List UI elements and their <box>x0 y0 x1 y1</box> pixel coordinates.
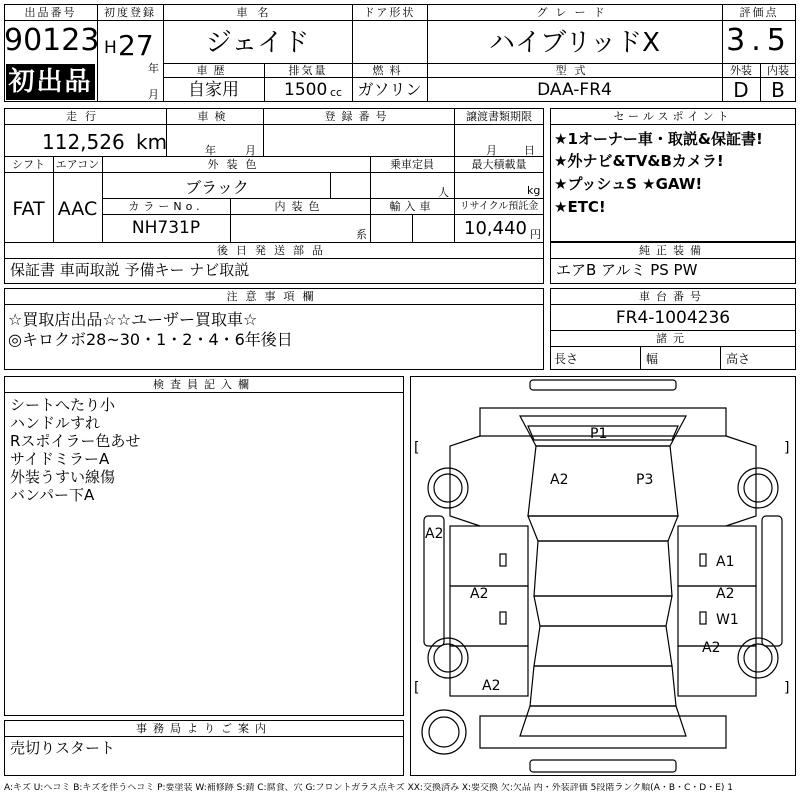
inspector-line-4: サイドミラーA <box>10 450 110 468</box>
equipment-label: 純正装備 <box>639 244 707 257</box>
damage-mark: [ <box>414 440 420 456</box>
color-no-label: カラーNo. <box>128 200 204 213</box>
inspector-line-3: Rスポイラー色あせ <box>10 432 141 450</box>
door-label: ドア形状 <box>363 6 416 19</box>
month-unit: 月 <box>148 88 159 101</box>
equipment-value: エアB アルミ PS PW <box>556 261 698 279</box>
notes-label: 注意事項欄 <box>226 290 322 303</box>
capacity-label: 乗車定員 <box>390 158 434 171</box>
damage-mark: A2 <box>482 678 501 694</box>
sales-point-3: ★プッシュS ★GAW! <box>554 175 703 193</box>
inspection-month-unit: 月 <box>245 144 256 157</box>
reg-year: 27 <box>118 29 154 62</box>
model-label: 型式 <box>555 64 594 77</box>
ac-label: エアコン <box>55 158 100 171</box>
chassis-label: 車台番号 <box>639 290 707 303</box>
sales-point-2: ★外ナビ&TV&Bカメラ! <box>554 152 724 170</box>
damage-mark: A2 <box>550 472 569 488</box>
car-name-label: 車名 <box>236 6 279 19</box>
ext-color-label: 外装色 <box>207 158 265 171</box>
score-value: 3.5 <box>726 23 792 58</box>
car-name: ジェイド <box>205 28 310 58</box>
reg-no-label: 登録番号 <box>324 110 393 123</box>
transfer-day-unit: 日 <box>524 144 535 157</box>
import-label: 輸入車 <box>389 200 435 213</box>
max-load-label: 最大積載量 <box>471 158 527 171</box>
capacity-unit: 人 <box>438 186 449 199</box>
damage-mark: ] <box>784 440 790 456</box>
exterior-grade: D <box>733 78 749 102</box>
int-color-unit: 系 <box>356 228 367 241</box>
year-unit: 年 <box>148 62 159 75</box>
dims-label: 諸元 <box>656 332 690 345</box>
damage-mark: P1 <box>590 426 608 442</box>
height-label: 高さ <box>726 352 751 366</box>
damage-mark: A2 <box>702 640 721 656</box>
width-label: 幅 <box>646 352 659 366</box>
recycle-value: 10,440 <box>464 218 527 239</box>
inspection-year-unit: 年 <box>205 144 216 157</box>
damage-mark: A2 <box>470 586 489 602</box>
notes-line-2: ◎キロクボ28~30・1・2・4・6年後日 <box>8 330 293 349</box>
chassis-value: FR4-1004236 <box>615 308 731 328</box>
office-label: 事務局よりご案内 <box>136 722 272 735</box>
sales-point-1: ★1オーナー車・取説&保証書! <box>554 130 763 148</box>
interior-grade: B <box>771 78 785 102</box>
damage-mark: [ <box>414 680 420 696</box>
legend-text: A:キズ U:ヘコミ B:キズを伴うヘコミ P:要塗装 W:補修跡 S:錆 C:腐食、穴 G:フロントガラス点キズ XX:交換済み X:要交換 欠:欠品 内・外装評価 5段階ランク順(A・B・C・D・E) 1 <box>4 783 734 793</box>
recycle-unit: 円 <box>530 228 541 241</box>
grade-label: グレード <box>536 6 613 19</box>
sales-points-label: セールスポイント <box>613 110 733 123</box>
model-value: DAA-FR4 <box>537 80 612 100</box>
interior-grade-label: 内装 <box>767 64 789 77</box>
displacement-value: 1500 <box>284 80 328 100</box>
lot-number: 90123 <box>4 23 100 58</box>
transfer-deadline-label: 譲渡書類期限 <box>466 110 532 123</box>
fuel-label: 燃料 <box>372 64 407 77</box>
ac-value: AAC <box>57 198 98 220</box>
mileage-value: 112,526 <box>42 130 125 154</box>
history-value: 自家用 <box>188 80 239 100</box>
max-load-unit: kg <box>527 184 541 197</box>
lot-no-label: 出品番号 <box>24 6 77 19</box>
later-parts-label: 後日発送部品 <box>217 244 331 257</box>
history-label: 車歴 <box>196 64 231 77</box>
length-label: 長さ <box>554 352 579 366</box>
damage-mark: P3 <box>636 472 654 488</box>
exterior-grade-label: 外装 <box>730 64 752 77</box>
grade-value: ハイブリッドX <box>489 28 660 58</box>
inspector-line-5: 外装うすい線傷 <box>10 468 116 486</box>
recycle-label: リサイクル預託金 <box>459 201 539 212</box>
fuel-value: ガソリン <box>357 80 422 99</box>
inspector-line-6: バンパー下A <box>10 486 95 504</box>
shift-label: シフト <box>12 158 45 171</box>
inspection-label: 車検 <box>197 110 232 123</box>
mileage-label: 走行 <box>66 110 104 123</box>
score-label: 評価点 <box>739 6 779 19</box>
office-value: 売切りスタート <box>10 739 116 757</box>
first-reg-label: 初度登録 <box>104 6 156 19</box>
later-parts-value: 保証書 車両取説 予備キー ナビ取説 <box>10 261 250 279</box>
car-diagram <box>410 376 796 776</box>
inspector-label: 検査員記入欄 <box>153 378 255 391</box>
transfer-month-unit: 月 <box>486 144 497 157</box>
displacement-label: 排気量 <box>288 64 328 77</box>
damage-mark: ] <box>784 680 790 696</box>
inspector-line-2: ハンドルすれ <box>10 414 101 432</box>
damage-mark: A2 <box>425 526 444 542</box>
shift-value: FAT <box>12 198 45 220</box>
color-no-value: NH731P <box>131 218 201 238</box>
damage-mark: A1 <box>716 554 735 570</box>
displacement-unit: cc <box>330 86 343 99</box>
damage-mark: W1 <box>716 612 739 628</box>
damage-mark: A2 <box>716 586 735 602</box>
era-label: H <box>104 38 117 58</box>
inspector-line-1: シートへたり小 <box>10 396 116 414</box>
mileage-unit: km <box>136 130 168 154</box>
first-listing-text: 初出品 <box>8 67 93 97</box>
notes-line-1: ☆買取店出品☆☆ユーザー買取車☆ <box>8 310 258 329</box>
sales-point-4: ★ETC! <box>554 198 606 216</box>
int-color-label: 内装色 <box>274 200 326 213</box>
ext-color-value: ブラック <box>185 178 249 197</box>
